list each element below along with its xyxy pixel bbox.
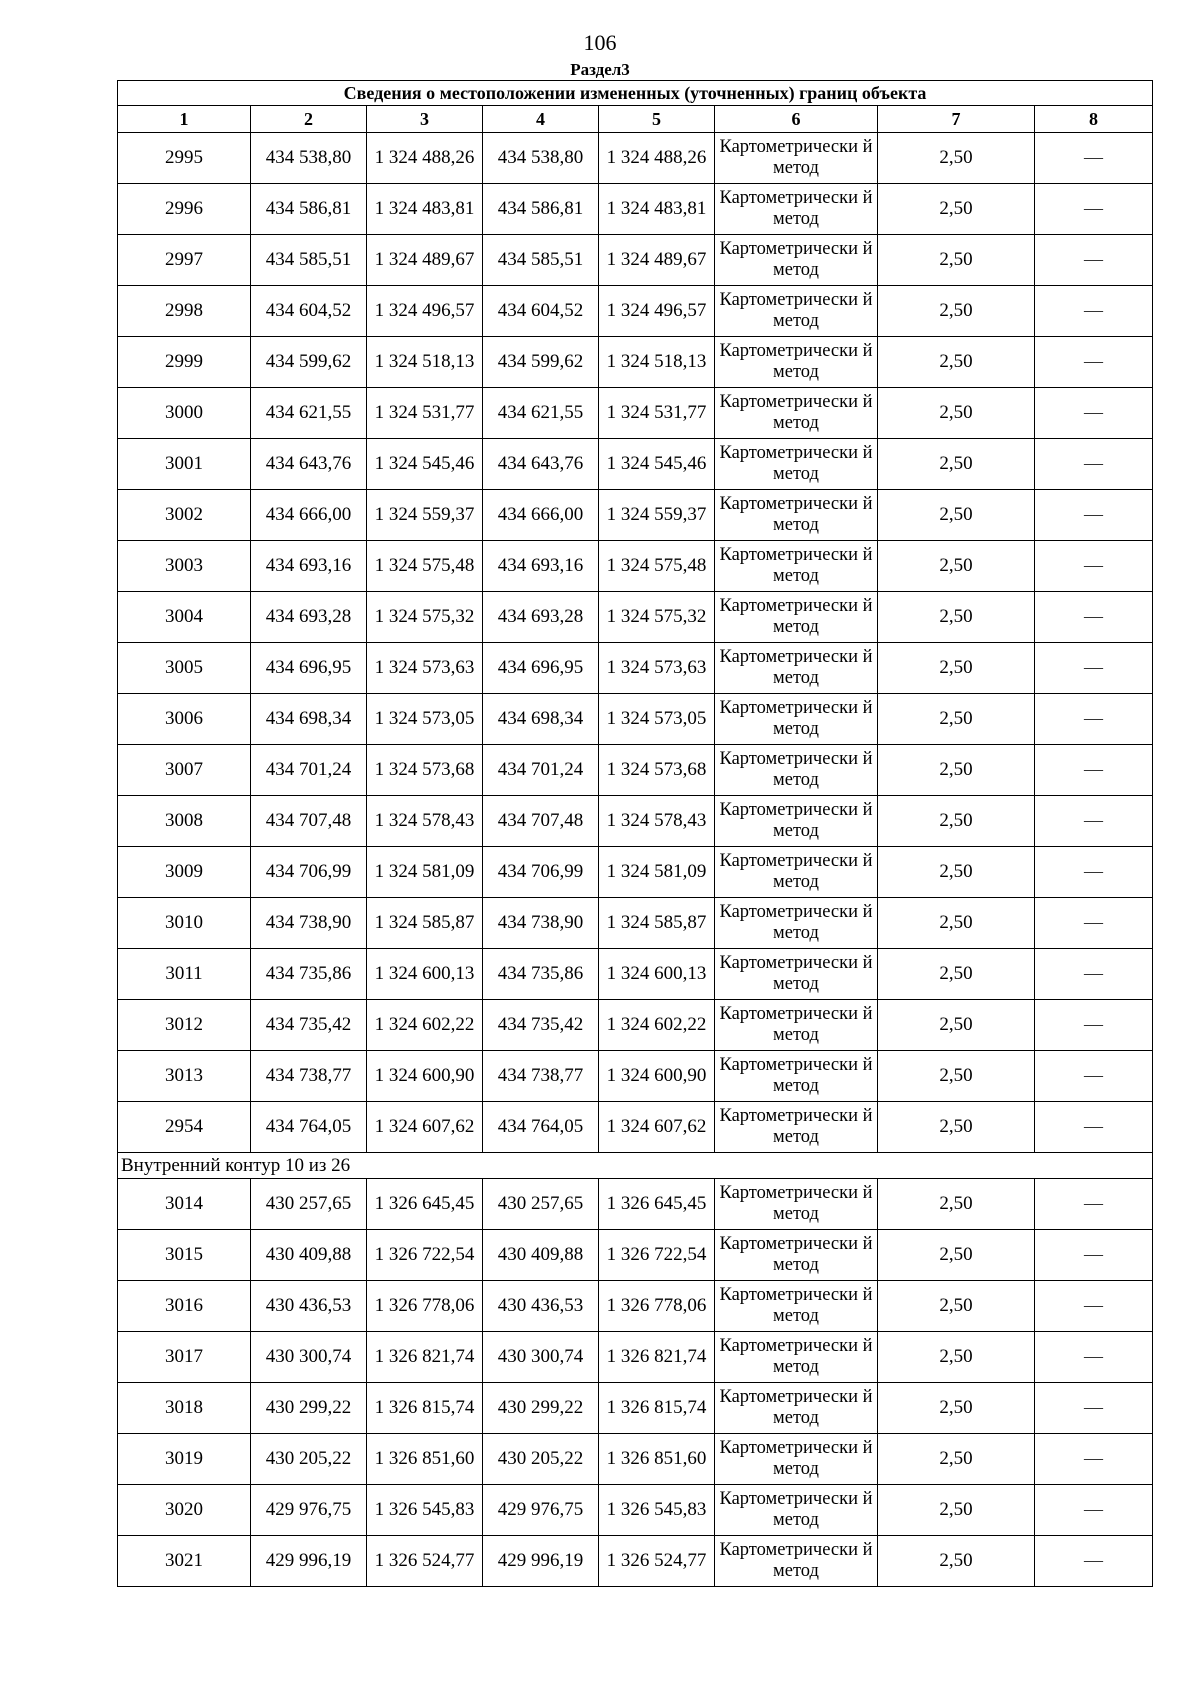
note-cell: —	[1035, 847, 1153, 898]
point-cell: 3015	[118, 1230, 251, 1281]
x2-cell: 434 707,48	[483, 796, 599, 847]
y1-cell: 1 326 722,54	[367, 1230, 483, 1281]
method-cell: Картометрически й метод	[715, 1434, 878, 1485]
x1-cell: 434 666,00	[251, 490, 367, 541]
method-cell: Картометрически й метод	[715, 949, 878, 1000]
method-cell: Картометрически й метод	[715, 388, 878, 439]
point-cell: 3016	[118, 1281, 251, 1332]
table-caption: Сведения о местоположении измененных (уточненных) границ объекта	[118, 81, 1153, 106]
x1-cell: 434 643,76	[251, 439, 367, 490]
accuracy-cell: 2,50	[878, 337, 1035, 388]
y1-cell: 1 326 821,74	[367, 1332, 483, 1383]
y1-cell: 1 324 573,68	[367, 745, 483, 796]
note-cell: —	[1035, 1332, 1153, 1383]
table-row	[118, 286, 1153, 337]
x2-cell: 434 738,77	[483, 1051, 599, 1102]
y2-cell: 1 326 545,83	[599, 1485, 715, 1536]
method-cell: Картометрически й метод	[715, 337, 878, 388]
table-row	[118, 847, 1153, 898]
y2-cell: 1 326 815,74	[599, 1383, 715, 1434]
accuracy-cell: 2,50	[878, 1332, 1035, 1383]
x1-cell: 434 707,48	[251, 796, 367, 847]
point-cell: 3011	[118, 949, 251, 1000]
note-cell: —	[1035, 1051, 1153, 1102]
point-cell: 3012	[118, 1000, 251, 1051]
y2-cell: 1 324 607,62	[599, 1102, 715, 1153]
x2-cell: 434 599,62	[483, 337, 599, 388]
x1-cell: 434 701,24	[251, 745, 367, 796]
method-cell: Картометрически й метод	[715, 643, 878, 694]
note-cell: —	[1035, 286, 1153, 337]
note-cell: —	[1035, 592, 1153, 643]
accuracy-cell: 2,50	[878, 643, 1035, 694]
accuracy-cell: 2,50	[878, 235, 1035, 286]
method-cell: Картометрически й метод	[715, 1102, 878, 1153]
note-cell: —	[1035, 1536, 1153, 1587]
point-cell: 3019	[118, 1434, 251, 1485]
y1-cell: 1 324 607,62	[367, 1102, 483, 1153]
x1-cell: 434 693,28	[251, 592, 367, 643]
note-cell: —	[1035, 439, 1153, 490]
point-cell: 3021	[118, 1536, 251, 1587]
x2-cell: 434 738,90	[483, 898, 599, 949]
point-cell: 3002	[118, 490, 251, 541]
table-row	[118, 1485, 1153, 1536]
table-body	[118, 81, 1153, 1587]
point-cell: 3001	[118, 439, 251, 490]
table-row	[118, 235, 1153, 286]
x1-cell: 434 698,34	[251, 694, 367, 745]
x2-cell: 434 538,80	[483, 133, 599, 184]
x1-cell: 434 586,81	[251, 184, 367, 235]
note-cell: —	[1035, 694, 1153, 745]
y1-cell: 1 324 575,48	[367, 541, 483, 592]
y1-cell: 1 324 600,90	[367, 1051, 483, 1102]
note-cell: —	[1035, 643, 1153, 694]
method-cell: Картометрически й метод	[715, 286, 878, 337]
y2-cell: 1 324 483,81	[599, 184, 715, 235]
point-cell: 2995	[118, 133, 251, 184]
y2-cell: 1 324 573,63	[599, 643, 715, 694]
note-cell: —	[1035, 1281, 1153, 1332]
point-cell: 3007	[118, 745, 251, 796]
y1-cell: 1 326 645,45	[367, 1179, 483, 1230]
table-row	[118, 745, 1153, 796]
point-cell: 2999	[118, 337, 251, 388]
column-header: 1	[118, 106, 251, 133]
y1-cell: 1 324 483,81	[367, 184, 483, 235]
y1-cell: 1 326 778,06	[367, 1281, 483, 1332]
accuracy-cell: 2,50	[878, 490, 1035, 541]
y2-cell: 1 324 585,87	[599, 898, 715, 949]
x1-cell: 434 621,55	[251, 388, 367, 439]
accuracy-cell: 2,50	[878, 949, 1035, 1000]
y2-cell: 1 324 602,22	[599, 1000, 715, 1051]
x1-cell: 434 599,62	[251, 337, 367, 388]
note-cell: —	[1035, 1000, 1153, 1051]
y2-cell: 1 326 821,74	[599, 1332, 715, 1383]
y2-cell: 1 324 488,26	[599, 133, 715, 184]
accuracy-cell: 2,50	[878, 1434, 1035, 1485]
accuracy-cell: 2,50	[878, 1383, 1035, 1434]
x2-cell: 434 666,00	[483, 490, 599, 541]
y1-cell: 1 324 489,67	[367, 235, 483, 286]
note-cell: —	[1035, 1485, 1153, 1536]
y1-cell: 1 324 575,32	[367, 592, 483, 643]
x2-cell: 434 698,34	[483, 694, 599, 745]
x2-cell: 434 643,76	[483, 439, 599, 490]
y2-cell: 1 324 575,48	[599, 541, 715, 592]
table-row	[118, 1000, 1153, 1051]
x2-cell: 430 205,22	[483, 1434, 599, 1485]
table-row	[118, 1434, 1153, 1485]
method-cell: Картометрически й метод	[715, 1383, 878, 1434]
accuracy-cell: 2,50	[878, 1179, 1035, 1230]
table-row	[118, 1051, 1153, 1102]
y2-cell: 1 326 851,60	[599, 1434, 715, 1485]
table-row	[118, 1230, 1153, 1281]
accuracy-cell: 2,50	[878, 796, 1035, 847]
method-cell: Картометрически й метод	[715, 898, 878, 949]
accuracy-cell: 2,50	[878, 1281, 1035, 1332]
table-row	[118, 694, 1153, 745]
note-cell: —	[1035, 1383, 1153, 1434]
y2-cell: 1 324 573,68	[599, 745, 715, 796]
note-cell: —	[1035, 133, 1153, 184]
accuracy-cell: 2,50	[878, 541, 1035, 592]
point-cell: 3009	[118, 847, 251, 898]
note-cell: —	[1035, 490, 1153, 541]
x1-cell: 430 300,74	[251, 1332, 367, 1383]
note-cell: —	[1035, 1230, 1153, 1281]
x1-cell: 429 976,75	[251, 1485, 367, 1536]
note-cell: —	[1035, 1102, 1153, 1153]
x2-cell: 430 409,88	[483, 1230, 599, 1281]
caption-row	[118, 81, 1153, 106]
x1-cell: 434 706,99	[251, 847, 367, 898]
x2-cell: 434 604,52	[483, 286, 599, 337]
accuracy-cell: 2,50	[878, 184, 1035, 235]
y1-cell: 1 324 531,77	[367, 388, 483, 439]
accuracy-cell: 2,50	[878, 1230, 1035, 1281]
method-cell: Картометрически й метод	[715, 490, 878, 541]
x1-cell: 434 764,05	[251, 1102, 367, 1153]
method-cell: Картометрически й метод	[715, 694, 878, 745]
note-cell: —	[1035, 745, 1153, 796]
x1-cell: 430 436,53	[251, 1281, 367, 1332]
contour-label: Внутренний контур 10 из 26	[118, 1153, 1153, 1179]
accuracy-cell: 2,50	[878, 898, 1035, 949]
x1-cell: 430 409,88	[251, 1230, 367, 1281]
x2-cell: 434 764,05	[483, 1102, 599, 1153]
table-row	[118, 643, 1153, 694]
y2-cell: 1 324 496,57	[599, 286, 715, 337]
x2-cell: 430 299,22	[483, 1383, 599, 1434]
point-cell: 3013	[118, 1051, 251, 1102]
x2-cell: 434 586,81	[483, 184, 599, 235]
y2-cell: 1 324 573,05	[599, 694, 715, 745]
x1-cell: 434 585,51	[251, 235, 367, 286]
x1-cell: 430 205,22	[251, 1434, 367, 1485]
y1-cell: 1 324 600,13	[367, 949, 483, 1000]
x2-cell: 429 996,19	[483, 1536, 599, 1587]
accuracy-cell: 2,50	[878, 1485, 1035, 1536]
x2-cell: 434 706,99	[483, 847, 599, 898]
header-row	[118, 106, 1153, 133]
table-row	[118, 490, 1153, 541]
x1-cell: 434 735,42	[251, 1000, 367, 1051]
y2-cell: 1 324 578,43	[599, 796, 715, 847]
x1-cell: 434 538,80	[251, 133, 367, 184]
x2-cell: 430 436,53	[483, 1281, 599, 1332]
point-cell: 2997	[118, 235, 251, 286]
x2-cell: 434 696,95	[483, 643, 599, 694]
table-row	[118, 949, 1153, 1000]
y1-cell: 1 326 545,83	[367, 1485, 483, 1536]
y1-cell: 1 324 559,37	[367, 490, 483, 541]
y1-cell: 1 324 585,87	[367, 898, 483, 949]
y1-cell: 1 324 578,43	[367, 796, 483, 847]
method-cell: Картометрически й метод	[715, 1230, 878, 1281]
point-cell: 3017	[118, 1332, 251, 1383]
y2-cell: 1 324 489,67	[599, 235, 715, 286]
column-header: 7	[878, 106, 1035, 133]
y1-cell: 1 324 545,46	[367, 439, 483, 490]
x2-cell: 430 257,65	[483, 1179, 599, 1230]
note-cell: —	[1035, 898, 1153, 949]
point-cell: 2954	[118, 1102, 251, 1153]
method-cell: Картометрически й метод	[715, 592, 878, 643]
note-cell: —	[1035, 337, 1153, 388]
method-cell: Картометрически й метод	[715, 847, 878, 898]
method-cell: Картометрически й метод	[715, 745, 878, 796]
point-cell: 3018	[118, 1383, 251, 1434]
x1-cell: 434 604,52	[251, 286, 367, 337]
note-cell: —	[1035, 184, 1153, 235]
point-cell: 3004	[118, 592, 251, 643]
method-cell: Картометрически й метод	[715, 1051, 878, 1102]
y2-cell: 1 326 524,77	[599, 1536, 715, 1587]
y1-cell: 1 324 602,22	[367, 1000, 483, 1051]
y1-cell: 1 324 518,13	[367, 337, 483, 388]
x2-cell: 434 735,86	[483, 949, 599, 1000]
method-cell: Картометрически й метод	[715, 235, 878, 286]
note-cell: —	[1035, 388, 1153, 439]
column-header: 6	[715, 106, 878, 133]
x1-cell: 434 693,16	[251, 541, 367, 592]
method-cell: Картометрически й метод	[715, 184, 878, 235]
accuracy-cell: 2,50	[878, 286, 1035, 337]
section-title: Раздел3	[570, 60, 630, 79]
table-row	[118, 592, 1153, 643]
y1-cell: 1 324 488,26	[367, 133, 483, 184]
accuracy-cell: 2,50	[878, 694, 1035, 745]
accuracy-cell: 2,50	[878, 592, 1035, 643]
point-cell: 3003	[118, 541, 251, 592]
column-header: 2	[251, 106, 367, 133]
table-row	[118, 1536, 1153, 1587]
table-row	[118, 388, 1153, 439]
coordinates-table	[117, 80, 1153, 1587]
method-cell: Картометрически й метод	[715, 1281, 878, 1332]
column-header: 4	[483, 106, 599, 133]
column-header: 8	[1035, 106, 1153, 133]
method-cell: Картометрически й метод	[715, 796, 878, 847]
method-cell: Картометрически й метод	[715, 1485, 878, 1536]
x2-cell: 434 693,28	[483, 592, 599, 643]
x2-cell: 434 621,55	[483, 388, 599, 439]
y2-cell: 1 326 645,45	[599, 1179, 715, 1230]
column-header: 5	[599, 106, 715, 133]
method-cell: Картометрически й метод	[715, 1536, 878, 1587]
note-cell: —	[1035, 541, 1153, 592]
x2-cell: 430 300,74	[483, 1332, 599, 1383]
accuracy-cell: 2,50	[878, 1536, 1035, 1587]
table-row	[118, 337, 1153, 388]
page-number: 106	[583, 30, 617, 55]
y2-cell: 1 324 600,13	[599, 949, 715, 1000]
table-row	[118, 1179, 1153, 1230]
contour-label-row	[118, 1153, 1153, 1179]
y1-cell: 1 324 573,05	[367, 694, 483, 745]
accuracy-cell: 2,50	[878, 847, 1035, 898]
accuracy-cell: 2,50	[878, 1102, 1035, 1153]
y1-cell: 1 326 524,77	[367, 1536, 483, 1587]
y2-cell: 1 324 575,32	[599, 592, 715, 643]
x2-cell: 429 976,75	[483, 1485, 599, 1536]
table-row	[118, 541, 1153, 592]
y2-cell: 1 324 518,13	[599, 337, 715, 388]
x1-cell: 434 738,90	[251, 898, 367, 949]
point-cell: 3010	[118, 898, 251, 949]
point-cell: 2998	[118, 286, 251, 337]
point-cell: 3000	[118, 388, 251, 439]
method-cell: Картометрически й метод	[715, 1000, 878, 1051]
y2-cell: 1 324 545,46	[599, 439, 715, 490]
table-row	[118, 898, 1153, 949]
y2-cell: 1 324 531,77	[599, 388, 715, 439]
method-cell: Картометрически й метод	[715, 541, 878, 592]
method-cell: Картометрически й метод	[715, 133, 878, 184]
table-row	[118, 133, 1153, 184]
x1-cell: 429 996,19	[251, 1536, 367, 1587]
accuracy-cell: 2,50	[878, 745, 1035, 796]
note-cell: —	[1035, 1179, 1153, 1230]
accuracy-cell: 2,50	[878, 1000, 1035, 1051]
table-row	[118, 1102, 1153, 1153]
point-cell: 3014	[118, 1179, 251, 1230]
accuracy-cell: 2,50	[878, 133, 1035, 184]
method-cell: Картометрически й метод	[715, 1332, 878, 1383]
x1-cell: 434 738,77	[251, 1051, 367, 1102]
x2-cell: 434 735,42	[483, 1000, 599, 1051]
method-cell: Картометрически й метод	[715, 1179, 878, 1230]
y1-cell: 1 324 581,09	[367, 847, 483, 898]
x2-cell: 434 693,16	[483, 541, 599, 592]
table-row	[118, 1332, 1153, 1383]
column-header: 3	[367, 106, 483, 133]
point-cell: 2996	[118, 184, 251, 235]
accuracy-cell: 2,50	[878, 388, 1035, 439]
y1-cell: 1 324 573,63	[367, 643, 483, 694]
point-cell: 3006	[118, 694, 251, 745]
y1-cell: 1 326 815,74	[367, 1383, 483, 1434]
y2-cell: 1 326 778,06	[599, 1281, 715, 1332]
x1-cell: 434 735,86	[251, 949, 367, 1000]
x1-cell: 430 299,22	[251, 1383, 367, 1434]
y1-cell: 1 324 496,57	[367, 286, 483, 337]
y1-cell: 1 326 851,60	[367, 1434, 483, 1485]
note-cell: —	[1035, 796, 1153, 847]
note-cell: —	[1035, 235, 1153, 286]
y2-cell: 1 326 722,54	[599, 1230, 715, 1281]
point-cell: 3020	[118, 1485, 251, 1536]
x1-cell: 434 696,95	[251, 643, 367, 694]
y2-cell: 1 324 600,90	[599, 1051, 715, 1102]
point-cell: 3005	[118, 643, 251, 694]
x1-cell: 430 257,65	[251, 1179, 367, 1230]
note-cell: —	[1035, 1434, 1153, 1485]
table-row	[118, 439, 1153, 490]
method-cell: Картометрически й метод	[715, 439, 878, 490]
accuracy-cell: 2,50	[878, 1051, 1035, 1102]
accuracy-cell: 2,50	[878, 439, 1035, 490]
x2-cell: 434 585,51	[483, 235, 599, 286]
table-row	[118, 1281, 1153, 1332]
note-cell: —	[1035, 949, 1153, 1000]
y2-cell: 1 324 581,09	[599, 847, 715, 898]
y2-cell: 1 324 559,37	[599, 490, 715, 541]
x2-cell: 434 701,24	[483, 745, 599, 796]
table-row	[118, 796, 1153, 847]
table-row	[118, 184, 1153, 235]
table-row	[118, 1383, 1153, 1434]
point-cell: 3008	[118, 796, 251, 847]
